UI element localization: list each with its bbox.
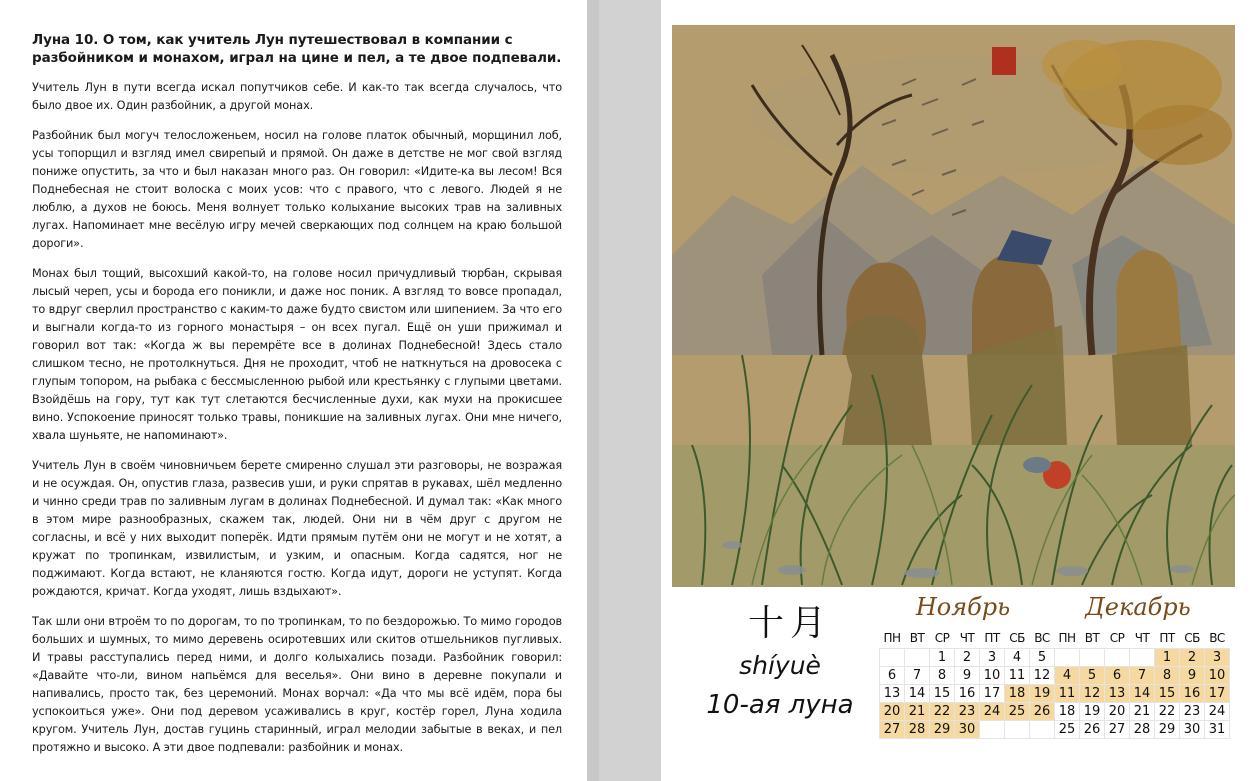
calendar-day: 22 (1155, 703, 1180, 721)
calendar-day: 28 (1130, 721, 1155, 739)
calendar-day: 13 (880, 685, 905, 703)
calendar-day: 7 (905, 667, 930, 685)
paragraph: Монах был тощий, высохший какой-то, на голове носил причудливый тюрбан, скрывая лысый череп, усы и борода его поникли, и даже нос поник. А взгляд то вовсе пропадал, то вдруг сверлил пространство с каким-то даже будто свистом или шипением. За что его и выгнали когда-то из горного монастыря – он всех пугал. Ещё он уши прижимал и говорил вот так: «Когда ж вы перемрёте все в долинах Поднебесной! Здесь стало слишком тесно, не протолкнуться. Дня не проходит, чтоб не наткнуться на дровосека с глупым топором, на рыбака с бессмысленною рыбой или крестьянку с глупыми цветами. Взойдёшь на гору, тут как тут слетаются бесчисленные духи, как мухи на прокисшее вино. Успокоение приносят только травы, поникшие на заливных лугах. Они мне ничего, хвала шуньяте, не напоминают». (32, 267, 563, 442)
calendar-week (1055, 685, 1230, 703)
calendar-day: 8 (1155, 667, 1180, 685)
paragraph: Разбойник был могуч телосложеньем, носил на голове платок обычный, морщинил лоб, усы топорщил и взгляд имел свирепый и прямой. Он даже в детстве не мог свой взгляд пониже опустить, за что и был наказан много раз. Он говорил: «Идите-ка вы лесом! Вся Поднебесная не стоит волоска с моих усов: что с правого, что с левого. Людей я не люблю, а духов не боюсь. Меня волнует только колыхание высоких трав на заливных лугах. Напоминает мне весёлую игру мечей сверкающих под солнцем на краю большой дороги». (32, 129, 562, 250)
calendar-day: 16 (1180, 685, 1205, 703)
month-title-december: Декабрь (1085, 593, 1191, 621)
calendar-day: 16 (955, 685, 980, 703)
calendar-day (1055, 649, 1080, 667)
calendar-day: 27 (1105, 721, 1130, 739)
weekday-header (880, 628, 1055, 649)
calendar-day: 24 (980, 703, 1005, 721)
weekday-label: СР (934, 631, 950, 645)
weekday-label: ВТ (909, 631, 925, 645)
calendar-day: 29 (1155, 721, 1180, 739)
paragraph: Учитель Лун в пути всегда искал попутчиков себе. И как-то так всегда случалось, что было двое их. Один разбойник, а другой монах. (32, 81, 562, 112)
calendar-day: 25 (1005, 703, 1030, 721)
calendar-day: 30 (1180, 721, 1205, 739)
weekday-label: СБ (1184, 631, 1200, 645)
calendar-week (880, 721, 1055, 739)
weekday-label: ЧТ (959, 631, 975, 645)
calendar-day: 14 (1130, 685, 1155, 703)
calendar-day: 11 (1005, 667, 1030, 685)
weekday-label: СБ (1009, 631, 1025, 645)
calendar-day: 9 (955, 667, 980, 685)
painting-illustration (672, 25, 1235, 587)
calendar-day: 1 (930, 649, 955, 667)
paragraph: Учитель Лун в своём чиновничьем берете смиренно слушал эти разговоры, не возражая и не осуждая. Он, опустив глаза, развесив уши, и руки спрятав в рукавах, шёл медленно и чинно среди трав по заливным лугам в долинах Поднебесной. И думал так: «Как много в этом мире разнообразных, скажем так, людей. Они ни в чём друг с другом не согласны, и всё у них выходит поперёк. Идти прямым путём они не могут и не хотят, а кружат по тропинкам, извилистым, и узким, и опасным. Когда садятся, ног не поджимают. Когда встают, не кланяются гостю. Когда идут, дороги не уступят. Когда рождаются, кричат. Когда уходят, лишь вздыхают». (32, 459, 562, 598)
weekday-header (1055, 628, 1230, 649)
calendar-day: 10 (1205, 667, 1230, 685)
calendar-day: 28 (905, 721, 930, 739)
weekday-label: ПН (883, 631, 901, 645)
left-page (0, 0, 587, 781)
calendar-day: 2 (955, 649, 980, 667)
calendar-day: 6 (880, 667, 905, 685)
weekday-label: СР (1109, 631, 1125, 645)
weekday-label: ПН (1058, 631, 1076, 645)
calendar-day: 29 (930, 721, 955, 739)
calendar-week (1055, 721, 1230, 739)
calendar-day: 10 (980, 667, 1005, 685)
calendar-week (880, 649, 1055, 667)
painting-svg (672, 25, 1235, 587)
calendar-day (880, 649, 905, 667)
calendar-day: 5 (1080, 667, 1105, 685)
calendar-day: 18 (1005, 685, 1030, 703)
calendar-day: 4 (1055, 667, 1080, 685)
weekday-label: ВС (1209, 631, 1225, 645)
calendar-day: 20 (1105, 703, 1130, 721)
month-pinyin: shíyuè (739, 651, 821, 680)
calendar-day: 3 (1205, 649, 1230, 667)
calendar-day: 13 (1105, 685, 1130, 703)
calendar-day: 12 (1080, 685, 1105, 703)
calendar-week (880, 685, 1055, 703)
month-hanzi: 十月 (747, 603, 832, 644)
calendar-day: 26 (1080, 721, 1105, 739)
calendar-day: 9 (1180, 667, 1205, 685)
calendar-day: 31 (1205, 721, 1230, 739)
calendar-day: 23 (955, 703, 980, 721)
weekday-label: ЧТ (1134, 631, 1150, 645)
page-gutter-shade (599, 0, 661, 781)
calendar-day: 25 (1055, 721, 1080, 739)
calendar-day: 3 (980, 649, 1005, 667)
story-text (32, 31, 562, 769)
calendar-day: 19 (1080, 703, 1105, 721)
calendar-day: 21 (905, 703, 930, 721)
story-title: Луна 10. О том, как учитель Лун путешествовал в компании с разбойником и монахом, играл на цине и пел, а те двое подпевали. (32, 32, 562, 66)
paragraph: Так шли они втроём то по дорогам, то по тропинкам, то по бездорожью. То мимо городов больших и шумных, то мимо деревень осиротевших или скитов отшельников пугливых. И травы расступались перед ними, и долго колыхались позади. Разбойник говорил: «Давайте что-ли, вином напьёмся для веселья». Они вино в деревне покупали и напивались, просто так, без церемоний. Монах ворчал: «Да что мы всё идём, пора бы успокоиться уже». Они под деревом усаживались в круг, костёр горел, Луна ходила кругом. Учитель Лун, достав гуцинь старинный, играл мелодии забытые в веках, и пел протяжно и высоко. А эти двое подпевали: разбойник и монах. (32, 615, 562, 754)
calendar-day: 23 (1180, 703, 1205, 721)
month-title-november: Ноябрь (915, 593, 1011, 621)
calendar-day: 4 (1005, 649, 1030, 667)
weekday-label: ПТ (984, 631, 1000, 645)
calendar-day (1030, 721, 1055, 739)
calendar-day: 21 (1130, 703, 1155, 721)
calendar-week (1055, 667, 1230, 685)
calendar-day (1080, 649, 1105, 667)
calendar-day: 22 (930, 703, 955, 721)
calendar-day: 11 (1055, 685, 1080, 703)
calendar-week (1055, 703, 1230, 721)
calendar-december (1054, 628, 1230, 739)
weekday-label: ПТ (1159, 631, 1175, 645)
seal-stamp (992, 47, 1016, 75)
calendar-day (1005, 721, 1030, 739)
calendar-day (1130, 649, 1155, 667)
weekday-label: ВС (1034, 631, 1050, 645)
calendar-day (980, 721, 1005, 739)
calendar-week (1055, 649, 1230, 667)
calendar-day: 5 (1030, 649, 1055, 667)
calendar-day: 1 (1155, 649, 1180, 667)
calendar-day: 15 (1155, 685, 1180, 703)
calendar-day: 27 (880, 721, 905, 739)
weekday-label: ВТ (1084, 631, 1100, 645)
calendar-day: 15 (930, 685, 955, 703)
calendar-day: 17 (980, 685, 1005, 703)
calendar-day: 20 (880, 703, 905, 721)
calendar-day: 2 (1180, 649, 1205, 667)
calendar-day: 17 (1205, 685, 1230, 703)
calendar-week (880, 703, 1055, 721)
calendar-day: 12 (1030, 667, 1055, 685)
calendar-november (879, 628, 1055, 739)
calendar-day: 6 (1105, 667, 1130, 685)
month-russian: 10-ая луна (706, 690, 854, 720)
calendar-day: 30 (955, 721, 980, 739)
calendar-day: 14 (905, 685, 930, 703)
calendar-day (905, 649, 930, 667)
calendar-day: 7 (1130, 667, 1155, 685)
calendar-day: 26 (1030, 703, 1055, 721)
calendar-day: 19 (1030, 685, 1055, 703)
calendar-week (880, 667, 1055, 685)
calendar-day: 18 (1055, 703, 1080, 721)
calendar-day: 8 (930, 667, 955, 685)
calendar-day: 24 (1205, 703, 1230, 721)
calendar-day (1105, 649, 1130, 667)
